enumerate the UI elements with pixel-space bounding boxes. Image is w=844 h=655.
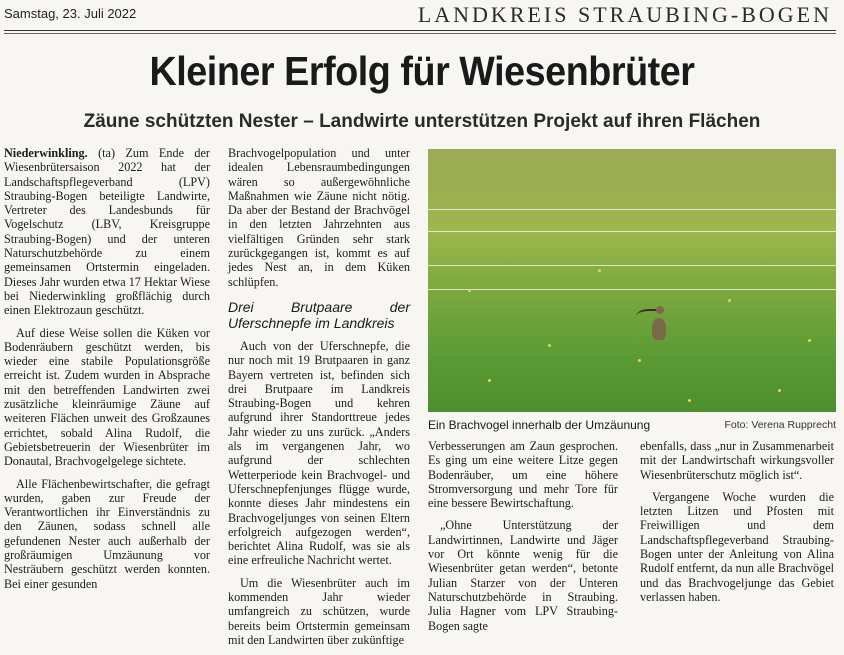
masthead-rule-thin: [4, 33, 836, 34]
photo-credit: Foto: Verena Rupprecht: [724, 419, 836, 431]
article-column-1: [4, 146, 210, 599]
paragraph-text: (ta) Zum Ende der Wiesenbrütersaison 2022 hat der Landschaftspflegeverband (LPV) Straubing-Bogen beteiligte Landwirte, Vertreter des Landesbunds für Vogelschutz (LBV, Kreisgruppe Straubing-Bogen) und der unteren Naturschutzbehörde zu einem gemeinsamen Ortstermin eingeladen. Dieses Jahr wurden etwa 17 Hektar Wiese bei Niederwinkling großflächig durch einen Elektrozaun geschützt.: [4, 146, 210, 318]
paragraph: „Ohne Unterstützung der Landwirtinnen, Landwirte und Jäger vor Ort könnte wenig für die Wiesenbrüter getan werden“, betonte Julian Starzer von der Unteren Naturschutzbehörde in Straubing. Julia Hagner vom LPV Straubing-Bogen sagte: [428, 518, 618, 633]
paragraph: Brachvogelpopulation und unter idealen Lebensraumbedingungen wären so außergewöhnliche Maßnahmen wie Zäune nicht nötig. Da aber der Bestand der Brachvögel in den letzten Jahrzehnten aus vielfältigen Gründen sehr stark zurückgegangen ist, kommt es auf jedes Nest an, in dem Küken schlüpfen.: [228, 146, 410, 289]
fence-wire: [428, 231, 836, 232]
dateline: Niederwinkling.: [4, 146, 88, 160]
photo-curlew-meadow: [428, 149, 836, 412]
masthead-section: LANDKREIS STRAUBING-BOGEN: [417, 2, 832, 27]
fence-wire: [428, 209, 836, 210]
paragraph: Auf diese Weise sollen die Küken vor Bodenräubern geschützt werden, bis wieder eine stabile Populationsgröße erreicht ist. Zudem wurden in Absprache mit den betreffenden Landwirten zwei zusätzliche kleinräumige Zäune auf weiteren Flächen unweit des Großzaunes errichtet, sobald Alina Rudolf, die Gebietsbetreuerin der Wiesenbrüter im Donautal, Brachvogelgelege sichtete.: [4, 325, 210, 469]
article-column-4: [640, 439, 834, 612]
photo-caption: Ein Brachvogel innerhalb der Umzäunung: [428, 418, 651, 432]
paragraph: Auch von der Uferschnepfe, die nur noch mit 19 Brutpaaren in ganz Bayern vertreten ist, befinden sich drei Brutpaare im Landkreis Straubing-Bogen und kehren aufgrund ihrer Standorttreue jedes Jahr wieder zu uns zurück. „Anders als im vergangenen Jahr, wo aufgrund der schlechten Wetterperiode kein Brachvogel- und Uferschnepfenjunges flügge wurde, konnte dieses Jahr mindestens ein Brachvogeljunges von seinen Eltern erfolgreich aufgezogen werden“, berichtet Alina Rudolf, was sie als eine erfreuliche Nachricht wertet.: [228, 338, 410, 568]
flower: [488, 379, 491, 382]
fence-wire: [428, 265, 836, 266]
flower: [728, 299, 731, 302]
article-column-3: [428, 439, 618, 641]
flower: [468, 289, 471, 292]
flower: [598, 269, 601, 272]
flower: [778, 389, 781, 392]
flower: [638, 359, 641, 362]
paragraph: Alle Flächenbewirtschafter, die gefragt wurden, gaben zur Freude der Verantwortlichen ihr Einverständnis zu den Zäunen, sodass schnell alle gefundenen Nester auch außerhalb der großräumigen Umzäunung vor Nesträubern geschützt werden konnten. Bei einer gesunden: [4, 476, 210, 591]
curlew-head: [656, 306, 664, 314]
section-subhead: Drei Brutpaare der Uferschnepfe im Landkreis: [228, 298, 410, 331]
flower: [808, 339, 811, 342]
paragraph: [4, 146, 210, 318]
subheadline: Zäune schützten Nester – Landwirte unterstützen Projekt auf ihren Flächen: [83, 111, 761, 132]
article-column-2: [228, 146, 410, 655]
masthead-rule: [4, 30, 836, 31]
paragraph: Verbesserungen am Zaun gesprochen. Es ging um eine weitere Litze gegen Bodenräuber, um eine höhere Stromversorgung und mehr Tore für eine bessere Bewirtschaftung.: [428, 439, 618, 511]
flower: [548, 344, 551, 347]
headline: Kleiner Erfolg für Wiesenbrüter: [149, 48, 695, 94]
paragraph: Um die Wiesenbrüter auch im kommenden Jahr wieder umfangreich zu schützen, wurde bereits beim Ortstermin gemeinsam mit den Landwirten über zukünftige: [228, 575, 410, 647]
paragraph: ebenfalls, dass „nur in Zusammenarbeit mit der Landwirtschaft wirkungsvoller Wiesenbrüterschutz möglich ist“.: [640, 439, 834, 482]
paragraph: Vergangene Woche wurden die letzten Litzen und Pfosten mit Freiwilligen und dem Landschaftspflegeverband Straubing-Bogen unter der Anleitung von Alina Rudolf entfernt, da nun alle Brachvögel und das Brachvogeljunge das Gebiet verlassen haben.: [640, 489, 834, 604]
masthead-date: Samstag, 23. Juli 2022: [4, 6, 137, 21]
curlew-body: [652, 318, 666, 340]
fence-wire: [428, 289, 836, 290]
flower: [688, 399, 691, 402]
